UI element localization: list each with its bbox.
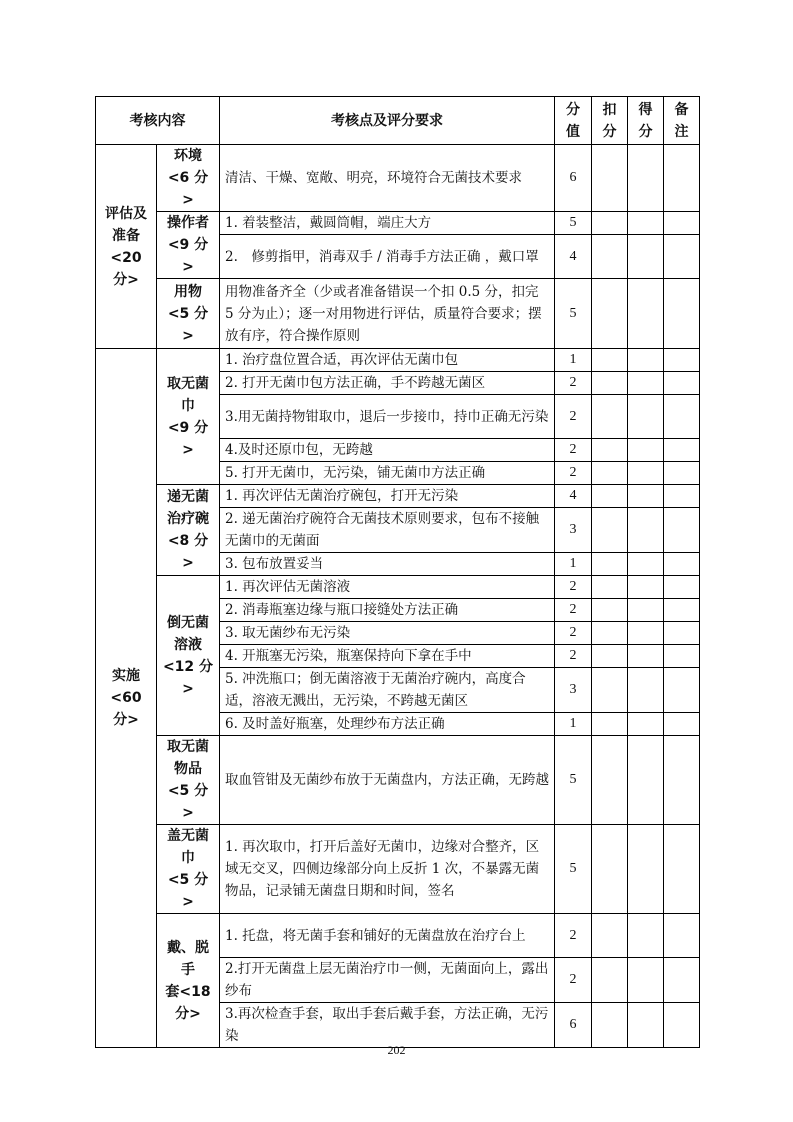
score-value: 2 xyxy=(555,599,592,622)
header-remark: 备 注 xyxy=(664,97,700,145)
gain-cell[interactable] xyxy=(628,508,664,553)
score-value: 2 xyxy=(555,372,592,395)
score-value: 1 xyxy=(555,713,592,736)
score-value: 3 xyxy=(555,668,592,713)
group-subcategory: 操作者 <9 分> xyxy=(157,212,220,279)
score-value: 6 xyxy=(555,1003,592,1048)
gain-cell[interactable] xyxy=(628,279,664,349)
table-row xyxy=(96,279,700,349)
header-content: 考核内容 xyxy=(96,97,220,145)
remark-cell[interactable] xyxy=(664,825,700,914)
remark-cell[interactable] xyxy=(664,462,700,485)
deduct-cell[interactable] xyxy=(592,914,628,958)
score-value: 2 xyxy=(555,645,592,668)
score-value: 4 xyxy=(555,485,592,508)
deduct-cell[interactable] xyxy=(592,645,628,668)
deduct-cell[interactable] xyxy=(592,462,628,485)
deduct-cell[interactable] xyxy=(592,599,628,622)
remark-cell[interactable] xyxy=(664,439,700,462)
deduct-cell[interactable] xyxy=(592,622,628,645)
group-subcategory: 倒无菌 溶液 <12 分> xyxy=(157,576,220,736)
requirement-text: 3. 包布放置妥当 xyxy=(220,553,555,576)
gain-cell[interactable] xyxy=(628,372,664,395)
group-subcategory: 环境 <6 分> xyxy=(157,145,220,212)
requirement-text: 用物准备齐全（少或者准备错误一个扣 0.5 分，扣完 5 分为止）；逐一对用物进行评估，质量符合要求；摆放有序，符合操作原则 xyxy=(220,279,555,349)
section-category: 评估及 准备 <20 分> xyxy=(96,145,157,349)
deduct-cell[interactable] xyxy=(592,212,628,235)
remark-cell[interactable] xyxy=(664,212,700,235)
remark-cell[interactable] xyxy=(664,508,700,553)
remark-cell[interactable] xyxy=(664,914,700,958)
gain-cell[interactable] xyxy=(628,395,664,439)
deduct-cell[interactable] xyxy=(592,485,628,508)
table-row xyxy=(96,349,700,372)
deduct-cell[interactable] xyxy=(592,395,628,439)
remark-cell[interactable] xyxy=(664,279,700,349)
remark-cell[interactable] xyxy=(664,553,700,576)
gain-cell[interactable] xyxy=(628,235,664,279)
gain-cell[interactable] xyxy=(628,825,664,914)
gain-cell[interactable] xyxy=(628,485,664,508)
gain-cell[interactable] xyxy=(628,914,664,958)
score-value: 2 xyxy=(555,914,592,958)
gain-cell[interactable] xyxy=(628,462,664,485)
table-row xyxy=(96,825,700,914)
score-value: 2 xyxy=(555,958,592,1003)
gain-cell[interactable] xyxy=(628,212,664,235)
score-value: 4 xyxy=(555,235,592,279)
remark-cell[interactable] xyxy=(664,622,700,645)
table-row xyxy=(96,576,700,599)
score-value: 5 xyxy=(555,825,592,914)
gain-cell[interactable] xyxy=(628,958,664,1003)
requirement-text: 取血管钳及无菌纱布放于无菌盘内，方法正确，无跨越 xyxy=(220,736,555,825)
requirement-text: 2. 消毒瓶塞边缘与瓶口接缝处方法正确 xyxy=(220,599,555,622)
gain-cell[interactable] xyxy=(628,553,664,576)
remark-cell[interactable] xyxy=(664,349,700,372)
remark-cell[interactable] xyxy=(664,372,700,395)
score-value: 1 xyxy=(555,553,592,576)
section-category: 实施 <60 分> xyxy=(96,349,157,1048)
table-row xyxy=(96,485,700,508)
deduct-cell[interactable] xyxy=(592,576,628,599)
score-value: 5 xyxy=(555,279,592,349)
gain-cell[interactable] xyxy=(628,645,664,668)
deduct-cell[interactable] xyxy=(592,439,628,462)
remark-cell[interactable] xyxy=(664,736,700,825)
gain-cell[interactable] xyxy=(628,599,664,622)
score-value: 2 xyxy=(555,439,592,462)
remark-cell[interactable] xyxy=(664,599,700,622)
requirement-text: 3. 取无菌纱布无污染 xyxy=(220,622,555,645)
deduct-cell[interactable] xyxy=(592,553,628,576)
deduct-cell[interactable] xyxy=(592,508,628,553)
header-deduct: 扣 分 xyxy=(592,97,628,145)
requirement-text: 5. 冲洗瓶口；倒无菌溶液于无菌治疗碗内，高度合适，溶液无溅出，无污染，不跨越无菌区 xyxy=(220,668,555,713)
requirement-text: 1. 再次取巾，打开后盖好无菌巾，边缘对合整齐，区域无交叉，四侧边缘部分向上反折 1 次，不暴露无菌物品，记录铺无菌盘日期和时间，签名 xyxy=(220,825,555,914)
deduct-cell[interactable] xyxy=(592,372,628,395)
remark-cell[interactable] xyxy=(664,235,700,279)
remark-cell[interactable] xyxy=(664,958,700,1003)
table-row xyxy=(96,914,700,958)
requirement-text: 5. 打开无菌巾，无污染，铺无菌巾方法正确 xyxy=(220,462,555,485)
gain-cell[interactable] xyxy=(628,349,664,372)
requirement-text: 4. 开瓶塞无污染，瓶塞保持向下拿在手中 xyxy=(220,645,555,668)
page-number: 202 xyxy=(387,1043,406,1057)
remark-cell[interactable] xyxy=(664,1003,700,1048)
header-score: 分 值 xyxy=(555,97,592,145)
remark-cell[interactable] xyxy=(664,145,700,212)
gain-cell[interactable] xyxy=(628,576,664,599)
requirement-text: 1. 着装整洁，戴圆筒帽，端庄大方 xyxy=(220,212,555,235)
group-subcategory: 用物 <5 分> xyxy=(157,279,220,349)
score-value: 2 xyxy=(555,576,592,599)
group-subcategory: 盖无菌 巾 <5 分> xyxy=(157,825,220,914)
score-value: 3 xyxy=(555,508,592,553)
deduct-cell[interactable] xyxy=(592,668,628,713)
requirement-text: 2.打开无菌盘上层无菌治疗巾一侧，无菌面向上，露出纱布 xyxy=(220,958,555,1003)
gain-cell[interactable] xyxy=(628,145,664,212)
table-body xyxy=(96,97,700,1048)
requirement-text: 4.及时还原巾包，无跨越 xyxy=(220,439,555,462)
gain-cell[interactable] xyxy=(628,622,664,645)
requirement-text: 3.再次检查手套，取出手套后戴手套，方法正确，无污染 xyxy=(220,1003,555,1048)
header-requirement: 考核点及评分要求 xyxy=(220,97,555,145)
requirement-text: 2. 修剪指甲，消毒双手 / 消毒手方法正确 ，戴口罩 xyxy=(220,235,555,279)
deduct-cell[interactable] xyxy=(592,958,628,1003)
gain-cell[interactable] xyxy=(628,1003,664,1048)
group-subcategory: 戴、脱手 套<18 分> xyxy=(157,914,220,1048)
remark-cell[interactable] xyxy=(664,668,700,713)
gain-cell[interactable] xyxy=(628,668,664,713)
table-row xyxy=(96,736,700,825)
score-value: 2 xyxy=(555,395,592,439)
header-row xyxy=(96,97,700,145)
score-value: 1 xyxy=(555,349,592,372)
score-value: 2 xyxy=(555,622,592,645)
requirement-text: 2. 打开无菌巾包方法正确，手不跨越无菌区 xyxy=(220,372,555,395)
group-subcategory: 递无菌 治疗碗 <8 分> xyxy=(157,485,220,576)
requirement-text: 1. 再次评估无菌溶液 xyxy=(220,576,555,599)
remark-cell[interactable] xyxy=(664,713,700,736)
deduct-cell[interactable] xyxy=(592,235,628,279)
score-value: 5 xyxy=(555,736,592,825)
remark-cell[interactable] xyxy=(664,576,700,599)
requirement-text: 清洁、干燥、宽敞、明亮，环境符合无菌技术要求 xyxy=(220,145,555,212)
remark-cell[interactable] xyxy=(664,395,700,439)
gain-cell[interactable] xyxy=(628,736,664,825)
gain-cell[interactable] xyxy=(628,439,664,462)
deduct-cell[interactable] xyxy=(592,713,628,736)
remark-cell[interactable] xyxy=(664,485,700,508)
deduct-cell[interactable] xyxy=(592,145,628,212)
gain-cell[interactable] xyxy=(628,713,664,736)
deduct-cell[interactable] xyxy=(592,349,628,372)
group-subcategory: 取无菌 巾 <9 分> xyxy=(157,349,220,485)
deduct-cell[interactable] xyxy=(592,736,628,825)
header-gain: 得 分 xyxy=(628,97,664,145)
requirement-text: 2. 递无菌治疗碗符合无菌技术原则要求，包布不接触无菌巾的无菌面 xyxy=(220,508,555,553)
deduct-cell[interactable] xyxy=(592,1003,628,1048)
remark-cell[interactable] xyxy=(664,645,700,668)
requirement-text: 1. 治疗盘位置合适，再次评估无菌巾包 xyxy=(220,349,555,372)
deduct-cell[interactable] xyxy=(592,279,628,349)
score-value: 6 xyxy=(555,145,592,212)
table-row xyxy=(96,145,700,212)
requirement-text: 1. 再次评估无菌治疗碗包，打开无污染 xyxy=(220,485,555,508)
score-value: 2 xyxy=(555,462,592,485)
table-row xyxy=(96,212,700,235)
score-value: 5 xyxy=(555,212,592,235)
requirement-text: 1. 托盘，将无菌手套和铺好的无菌盘放在治疗台上 xyxy=(220,914,555,958)
assessment-table xyxy=(95,96,700,1048)
requirement-text: 3.用无菌持物钳取巾，退后一步接巾，持巾正确无污染 xyxy=(220,395,555,439)
group-subcategory: 取无菌 物品 <5 分> xyxy=(157,736,220,825)
requirement-text: 6. 及时盖好瓶塞，处理纱布方法正确 xyxy=(220,713,555,736)
deduct-cell[interactable] xyxy=(592,825,628,914)
